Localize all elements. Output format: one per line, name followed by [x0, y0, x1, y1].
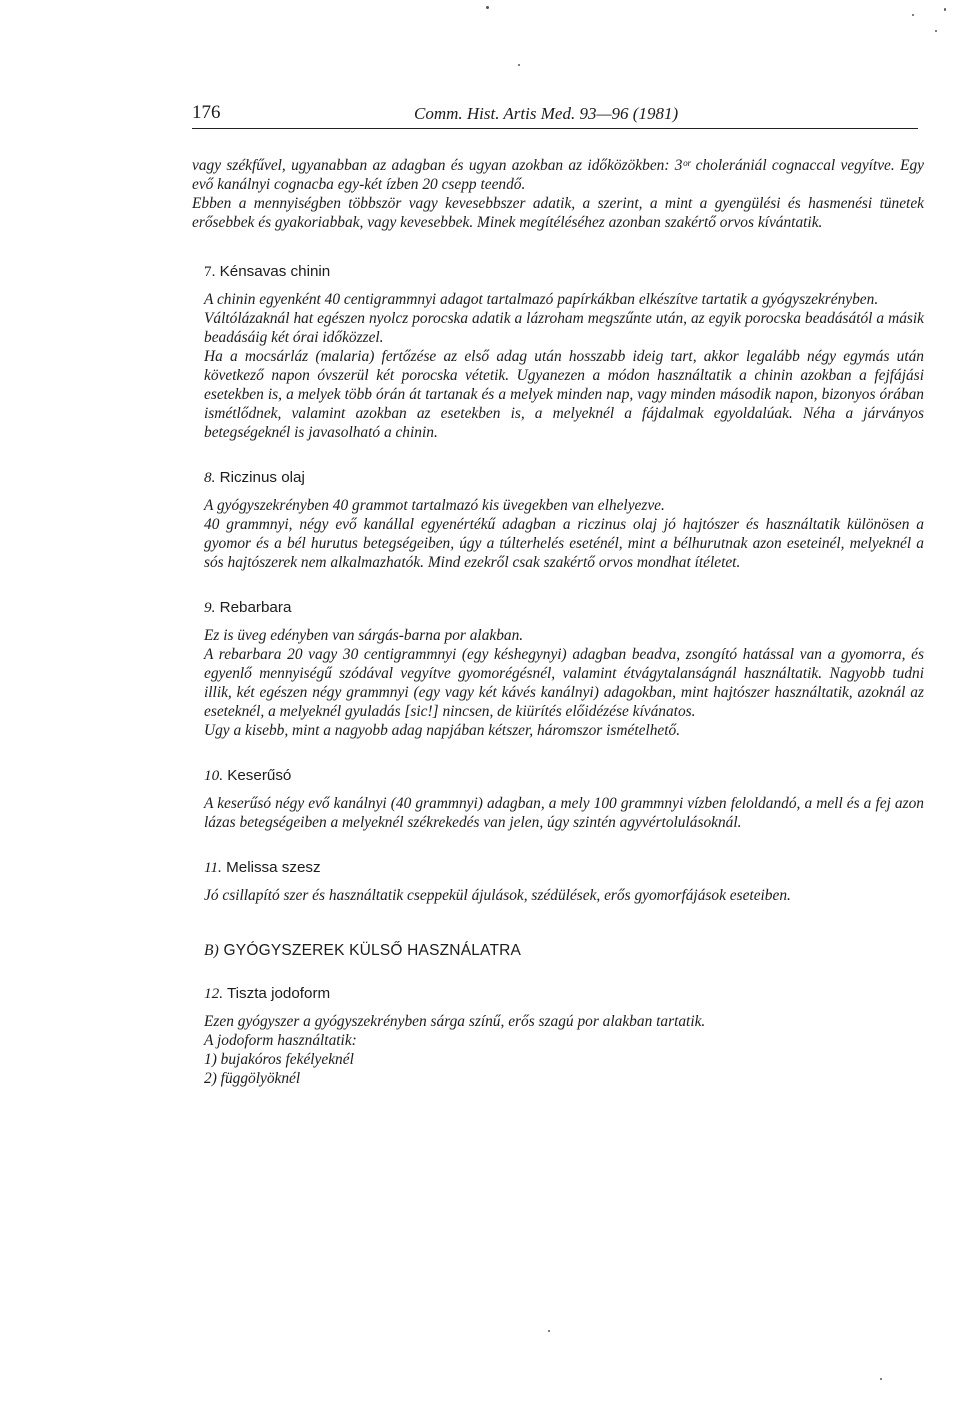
- section-title: Riczinus olaj: [219, 469, 305, 486]
- scan-speck: [944, 8, 946, 11]
- section-title: Melissa szesz: [226, 859, 321, 876]
- paragraph: A jodoform használtatik:: [204, 1032, 357, 1049]
- article-body: [192, 156, 924, 1088]
- section-heading-8: [204, 468, 924, 487]
- running-title: Comm. Hist. Artis Med. 93—96 (1981): [414, 104, 679, 123]
- list-item: 2) függölyöknél: [204, 1070, 301, 1087]
- paragraph: Ha a mocsárláz (malaria) fertőzése az első adag után hosszabb ideig tart, akkor legalább négy egymás után következő napon óvszerül két porocska vétetik. Ugyanezen a módon használtatik a chinin azokban a fejfájási esetekben is, a melyek több órán át tartanak és a melyek minden nap, vagy minden második napon, bizonyos órában ismétlődnek, valamint azokban az esetekben is, a melyeknél a fájdalmak egyoldalúak. Néha a járványos betegségeknél is javasolható a chinin.: [204, 348, 924, 441]
- paragraph: A gyógyszekrényben 40 grammot tartalmazó kis üvegekben van elhelyezve.: [204, 497, 665, 514]
- paragraph: Jó csillapító szer és használtatik cseppekül ájulások, szédülések, erős gyomorfájások eseteiben.: [204, 887, 791, 904]
- scan-speck: [518, 64, 520, 66]
- section-number: 10.: [204, 767, 223, 784]
- section-title: GYÓGYSZEREK KÜLSŐ HASZNÁLATRA: [223, 942, 522, 959]
- paragraph: 40 grammnyi, négy evő kanállal egyenértékű adagban a riczinus olaj jó hajtószer és használtatik különösen a gyomor és a bél hurutus betegségeiben, úgy a túlterhelés eseténél, mint a bélhurutnak azon eseteinél, melyeknél a sós hajtószerek nem alkalmazhatók. Mind ezekről csak szakértő orvos mondhat ítéletet.: [204, 516, 924, 571]
- section-number: 7.: [204, 263, 216, 280]
- paragraph: vagy székfűvel, ugyanabban az adagban és ugyan azokban az időközökben: 3ᵒʳ cholerániál cognaccal vegyítve. Egy evő kanálnyi cognacba egy-két ízben 20 csepp teendő.: [192, 157, 924, 193]
- list-item: 1) bujakóros fekélyeknél: [204, 1051, 354, 1068]
- section-title: Kénsavas chinin: [219, 263, 331, 280]
- section-heading-11: [204, 858, 924, 877]
- section-number: 12.: [204, 985, 223, 1002]
- scan-speck: [548, 1330, 550, 1332]
- page-header: [192, 102, 918, 128]
- section-number: 9.: [204, 599, 216, 616]
- section-title: Rebarbara: [219, 599, 292, 616]
- scan-speck: [912, 14, 914, 16]
- paragraph: A keserűsó négy evő kanálnyi (40 grammnyi) adagban, a mely 100 grammnyi vízben feloldandó, a mell és a fej azon lázas betegségeiben a melyeknél székrekedés van jelen, úgy szintén agyvértolulásoknál.: [204, 795, 924, 831]
- paragraph: Ez is üveg edényben van sárgás-barna por alakban.: [204, 627, 524, 644]
- section-b-heading: [204, 941, 924, 960]
- section-number: 8.: [204, 469, 216, 486]
- page-number: 176: [192, 102, 221, 123]
- header-rule: [192, 128, 918, 129]
- paragraph: Ugy a kisebb, mint a nagyobb adag napjában kétszer, háromszor ismételhető.: [204, 722, 681, 739]
- section-number: 11.: [204, 859, 222, 876]
- paragraph: Ebben a mennyiségben többször vagy kevesebbszer adatik, a szerint, a mint a gyengülési és hasmenési tünetek erősebbek és gyakoriabbak, vagy kevesebbek. Minek megítéléséhez azonban szakértő orvos kívántatik.: [192, 195, 924, 231]
- section-heading-10: [204, 766, 924, 785]
- scan-speck: [486, 6, 489, 9]
- section-title: Keserűsó: [227, 767, 292, 784]
- section-heading-9: [204, 598, 924, 617]
- scan-speck: [880, 1378, 882, 1380]
- section-title: Tiszta jodoform: [226, 985, 331, 1002]
- section-heading-7: [204, 262, 924, 281]
- section-prefix: B): [204, 942, 220, 959]
- paragraph: Váltólázaknál hat egészen nyolcz porocska adatik a lázroham megszűnte után, az egyik porocska beadásától a másik beadásáig két órai időközzel.: [204, 310, 924, 346]
- paragraph: A rebarbara 20 vagy 30 centigrammnyi (egy késhegynyi) adagban beadva, zsongító hatással van a gyomorra, és egyenlő mennyiségű szódával vegyítve gyomorégésnél, valamint étvágytalanságnál használtatik. Nagyobb tudni illik, két egészen négy grammnyi (egy vagy két kávés kanálnyi) adagokban, mint hajtószer használtatik, azoknál az eseteknél, a melyeknél gyuladás [sic!] nincsen, de kiürítés előidézése kívánatos.: [204, 646, 924, 720]
- paragraph: Ezen gyógyszer a gyógyszekrényben sárga színű, erős szagú por alakban tartatik.: [204, 1013, 706, 1030]
- scan-speck: [935, 30, 937, 32]
- paragraph: A chinin egyenként 40 centigrammnyi adagot tartalmazó papírkákban elkészítve tartatik a gyógyszekrényben.: [204, 291, 879, 308]
- section-heading-12: [204, 984, 924, 1003]
